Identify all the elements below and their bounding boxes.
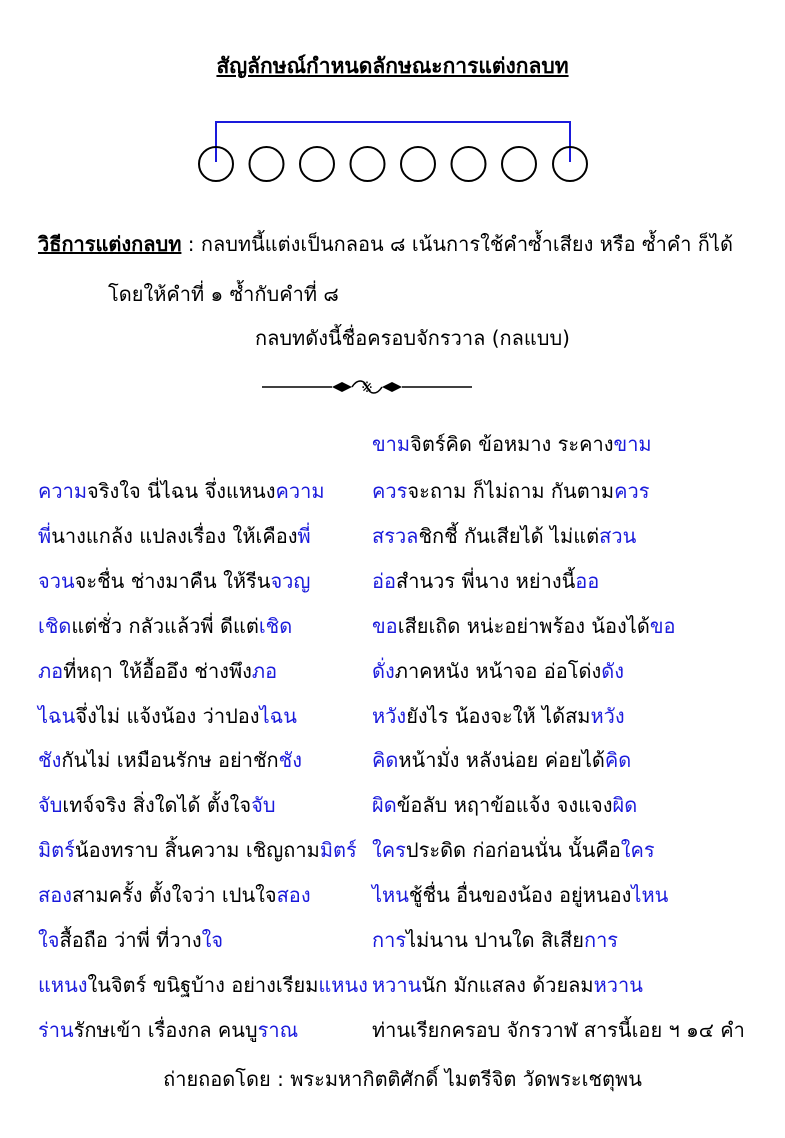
repeated-word: จับ: [38, 793, 63, 817]
page-title: สัญลักษณ์กำหนดลักษณะการแต่งกลบท: [216, 54, 569, 78]
repeated-word: มิตร์: [319, 838, 357, 862]
verse-left-4: [38, 612, 292, 640]
method-text-1: กลบทนี้แต่งเป็นกลอน ๘ เน้นการใช้คำซ้ำเสียง หรือ ซ้ำคำ ก็ได้: [200, 232, 733, 256]
verse-text: เทจ์จริง สิ่งใดได้ ตั้งใจ: [62, 793, 252, 817]
repeated-word: ขาม: [372, 432, 411, 456]
repeated-word: ภอ: [251, 659, 278, 683]
repeated-word: ร่าน: [38, 1018, 74, 1042]
verse-text: แต่ชั่ว กลัวแล้วพี่ ดีแต่: [71, 614, 259, 638]
verse-right-12: [372, 971, 643, 999]
word-circle-4: [351, 147, 385, 181]
repeated-word: ผิด: [612, 793, 638, 817]
repeated-word: ดัง: [601, 659, 624, 683]
repeated-word: ความ: [275, 479, 325, 503]
repeated-word: ชัง: [278, 748, 302, 772]
verse-left-5: [38, 657, 277, 685]
repeated-word: จวน: [38, 569, 75, 593]
verse-right-11: [372, 926, 618, 954]
verse-text: กันไม่ เหมือนรักษ อย่าชัก: [61, 748, 279, 772]
verse-text: ในจิตร์ ขนิฐบ้าง อย่างเรียม: [87, 973, 319, 997]
rhyme-diagram: [190, 118, 600, 190]
method-line-3: กลบทดังนี้ชื่อครอบจักรวาล (กลแบบ): [255, 326, 570, 350]
word-circle-3: [300, 147, 334, 181]
repeat-connector-line: [216, 122, 570, 162]
repeated-word: พี่: [38, 524, 52, 548]
method-label: วิธีการแต่งกลบท: [38, 232, 182, 256]
repeated-word: ไฉน: [259, 704, 297, 728]
repeated-word: หวาน: [372, 973, 422, 997]
repeated-word: ใจ: [38, 928, 60, 952]
repeated-word: ควร: [372, 479, 408, 503]
verse-text: น้องทราบ สิ้นความ เชิญถาม: [74, 838, 320, 862]
repeated-word: ความ: [38, 479, 88, 503]
verse-right-4: [372, 612, 676, 640]
repeated-word: สวน: [599, 524, 637, 548]
word-circle-7: [502, 147, 536, 181]
repeated-word: ชัง: [38, 748, 62, 772]
repeated-word: ไหน: [372, 883, 409, 907]
repeated-word: คิด: [372, 748, 399, 772]
verse-text: ชิกชี้ กันเสียได้ ไม่แต่: [418, 524, 600, 548]
verse-right-8: [372, 791, 637, 819]
verse-text: ข้อลับ หฤาข้อแจ้ง จงแจง: [396, 793, 613, 817]
verse-right-7: [372, 746, 631, 774]
verse-text: เสียเถิด หน่ะอย่าพร้อง น้องได้: [397, 614, 650, 638]
repeated-word: เชิด: [38, 614, 72, 638]
verse-left-10: [38, 881, 311, 909]
repeated-word: ผิด: [372, 793, 397, 817]
verse-text: สำนวร พี่นาง หย่างนี้: [396, 569, 576, 593]
repeated-word: เชิด: [258, 614, 293, 638]
verse-left-12: [38, 971, 368, 999]
word-circle-2: [250, 147, 284, 181]
repeated-word: การ: [583, 928, 619, 952]
repeated-word: สอง: [276, 883, 311, 907]
method-line-2: โดยให้คำที่ ๑ ซ้ำกับคำที่ ๘: [108, 282, 339, 306]
repeated-word: ดั่ง: [372, 659, 395, 683]
repeated-word: ราณ: [257, 1018, 299, 1042]
repeated-word: พี่: [297, 524, 311, 548]
verse-left-13: [38, 1016, 298, 1044]
verse-text: นัก มักแสลง ด้วยลม: [421, 973, 594, 997]
verse-text: ภาคหนัง หน้าจอ อ่อโด่ง: [394, 659, 602, 683]
repeated-word: หวัง: [372, 704, 407, 728]
repeated-word: ออ: [575, 569, 600, 593]
verse-text: ที่หฤา ให้อื้ออึง ช่างพึง: [63, 659, 252, 683]
repeated-word: คิด: [604, 748, 632, 772]
repeated-word: แหนง: [318, 973, 368, 997]
word-circle-6: [452, 147, 486, 181]
verse-left-8: [38, 791, 276, 819]
repeated-word: ใคร: [620, 838, 655, 862]
verse-right-2: [372, 522, 636, 550]
verse-text: ชู้ชื่น อื่นของน้อง อยู่หนอง: [408, 883, 632, 907]
verse-left-2: [38, 522, 311, 550]
verse-text: สามครั้ง ตั้งใจว่า เปนใจ: [71, 883, 277, 907]
verse-right-10: [372, 881, 668, 909]
verse-text: นางแกล้ง แปลงเรื่อง ให้เคือง: [51, 524, 298, 548]
verse-left-1: [38, 477, 325, 505]
verse-text: จะถาม ก็ไม่ถาม กันตาม: [407, 479, 615, 503]
verse-text: จิตร์คิด ข้อหมาง ระคาง: [410, 432, 614, 456]
verse-right-0: [372, 430, 652, 458]
verse-text: ยังไร น้องจะให้ ได้สม: [406, 704, 591, 728]
repeated-word: จวญ: [270, 569, 311, 593]
repeated-word: ควร: [614, 479, 650, 503]
repeated-word: ขอ: [372, 614, 398, 638]
verse-left-7: [38, 746, 302, 774]
verse-text: สื้อถือ ว่าพี่ ที่วาง: [59, 928, 202, 952]
verse-text: จริงใจ นี่ไฉน จึ่งแหนง: [87, 479, 276, 503]
repeated-word: สรวล: [372, 524, 419, 548]
repeated-word: มิตร์: [38, 838, 75, 862]
verse-text: ท่านเรียกครอบ จักรวาฬ สารนี้เอย ฯ ๑๔ คำ: [372, 1018, 745, 1042]
verse-right-13: [372, 1016, 745, 1044]
repeated-word: ขอ: [649, 614, 676, 638]
repeated-word: ขาม: [613, 432, 652, 456]
verse-left-3: [38, 567, 310, 595]
verse-text: รักษเข้า เรื่องกล คนบู: [73, 1018, 258, 1042]
verse-text: ไม่นาน ปานใด สิเสีย: [406, 928, 584, 952]
ornamental-divider: [262, 377, 472, 397]
repeated-word: ใจ: [201, 928, 224, 952]
repeated-word: ไหน: [631, 883, 669, 907]
word-circle-5: [401, 147, 435, 181]
verse-right-6: [372, 702, 625, 730]
repeated-word: ไฉน: [38, 704, 76, 728]
transcription-credit: ถ่ายถอดโดย : พระมหากิตติศักดิ์ ไมตรีจิต วัดพระเชตุพน: [163, 1067, 642, 1091]
repeated-word: การ: [372, 928, 407, 952]
svg-text:※: ※: [361, 380, 373, 396]
repeated-word: หวัง: [590, 704, 625, 728]
repeated-word: สอง: [38, 883, 72, 907]
verse-right-9: [372, 836, 655, 864]
method-line-1: [38, 228, 733, 260]
verse-right-1: [372, 477, 649, 505]
verse-right-5: [372, 657, 624, 685]
verse-text: จึ่งไม่ แจ้งน้อง ว่าปอง: [75, 704, 260, 728]
repeated-word: อ่อ: [372, 569, 397, 593]
verse-left-6: [38, 702, 297, 730]
repeated-word: ใคร: [372, 838, 406, 862]
verse-text: ประดิด ก่อก่อนนั่น นั้นคือ: [405, 838, 621, 862]
verse-text: จะชื่น ช่างมาคืน ให้รีน: [74, 569, 271, 593]
verse-left-9: [38, 836, 357, 864]
repeated-word: หวาน: [593, 973, 643, 997]
method-separator: :: [181, 232, 201, 256]
repeated-word: จับ: [251, 793, 276, 817]
repeated-word: แหนง: [38, 973, 88, 997]
verse-left-11: [38, 926, 223, 954]
verse-right-3: [372, 567, 599, 595]
repeated-word: ภอ: [38, 659, 64, 683]
verse-text: หน้ามั่ง หลังน่อย ค่อยได้: [398, 748, 605, 772]
